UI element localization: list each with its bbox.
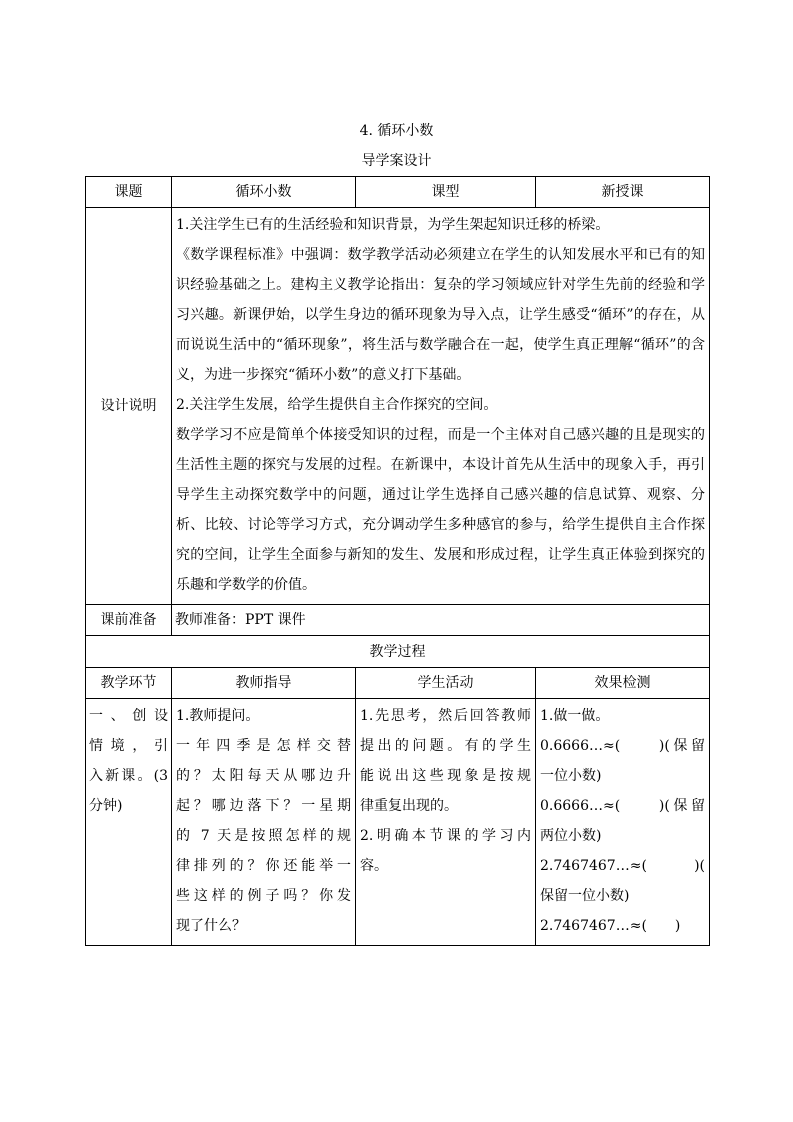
teacher-line: 律排列的？你还能举一 (176, 858, 351, 874)
student-line: 提出的问题。有的学生 (360, 738, 531, 754)
prep-value: 教师准备：PPT 课件 (172, 605, 710, 636)
teacher-line: 些这样的例子吗？你发 (176, 888, 351, 904)
design-content (172, 208, 710, 605)
teacher-line: 的？太阳每天从哪边升 (176, 768, 351, 784)
check-line: 2.7467467…≈( ) (540, 918, 681, 934)
student-line: 律重复出现的。 (360, 798, 458, 814)
process-heading-row (86, 636, 710, 668)
design-label: 设计说明 (86, 208, 172, 605)
prep-label: 课前准备 (86, 605, 172, 636)
student-line: 容。 (360, 858, 388, 874)
check-line: 两位小数) (540, 828, 602, 844)
process-row-1 (86, 699, 710, 946)
stage-line: 分钟) (89, 798, 123, 814)
column-header-student: 学生活动 (356, 668, 536, 699)
column-header-teacher: 教师指导 (172, 668, 356, 699)
column-header-stage: 教学环节 (86, 668, 172, 699)
student-line: 1.先思考，然后回答教师 (360, 708, 531, 724)
document-subtitle: 导学案设计 (361, 153, 432, 169)
stage-line: 情境，引 (89, 738, 168, 754)
teacher-line: 1.教师提问。 (176, 708, 260, 724)
check-cell (536, 699, 710, 946)
info-row (86, 177, 710, 208)
check-line: 保留一位小数) (540, 888, 630, 904)
check-line: 一位小数) (540, 768, 602, 784)
stage-cell (86, 699, 172, 946)
column-header-check: 效果检测 (536, 668, 710, 699)
teacher-line: 一年四季是怎样交替 (176, 738, 351, 754)
design-p1-body: 《数学课程标准》中强调：数学教学活动必须建立在学生的认知发展水平和已有的知识经验基础之上。建构主义教学论指出：复杂的学习领域应针对学生先前的经验和学习兴趣。新课伊始，以学生身边的循环现象为导入点，让学生感受“循环”的存在，从而说说生活中的“循环现象”，将生活与数学融合在一起，使学生真正理解“循环”的含义，为进一步探究“循环小数”的意义打下基础。 (176, 247, 705, 383)
lesson-plan-table (85, 176, 710, 946)
topic-value: 循环小数 (172, 177, 356, 208)
teacher-line: 起？哪边落下？一星期 (176, 798, 351, 814)
design-p1-heading: 1.关注学生已有的生活经验和知识背景，为学生架起知识迁移的桥梁。 (176, 217, 610, 233)
check-line: 0.6666…≈( )(保留 (540, 798, 705, 814)
check-line: 1.做一做。 (540, 708, 610, 724)
stage-line: 入新课。(3 (89, 768, 168, 784)
teacher-cell (172, 699, 356, 946)
prep-row (86, 605, 710, 636)
student-line: 能说出这些现象是按规 (360, 768, 531, 784)
design-p2-heading: 2.关注学生发展，给学生提供自主合作探究的空间。 (176, 397, 498, 413)
check-line: 0.6666…≈( )(保留 (540, 738, 705, 754)
design-row (86, 208, 710, 605)
topic-label: 课题 (86, 177, 172, 208)
document-title: 4. 循环小数 (359, 123, 434, 139)
check-line: 2.7467467…≈( )( (540, 858, 705, 874)
design-p2-body: 数学学习不应是简单个体接受知识的过程，而是一个主体对自己感兴趣的且是现实的生活性主题的探究与发展的过程。在新课中，本设计首先从生活中的现象入手，再引导学生主动探究数学中的问题，通过让学生选择自己感兴趣的信息试算、观察、分析、比较、讨论等学习方式，充分调动学生多种感官的参与，给学生提供自主合作探究的空间，让学生全面参与新知的发生、发展和形成过程，让学生真正体验到探究的乐趣和学数学的价值。 (176, 427, 705, 593)
stage-line: 一、创设 (89, 708, 168, 724)
type-value: 新授课 (536, 177, 710, 208)
type-label: 课型 (356, 177, 536, 208)
process-heading: 教学过程 (86, 636, 710, 668)
student-cell (356, 699, 536, 946)
teacher-line: 的 7 天是按照怎样的规 (176, 828, 351, 844)
student-line: 2.明确本节课的学习内 (360, 828, 531, 844)
process-columns-row (86, 668, 710, 699)
teacher-line: 现了什么？ (176, 918, 246, 934)
